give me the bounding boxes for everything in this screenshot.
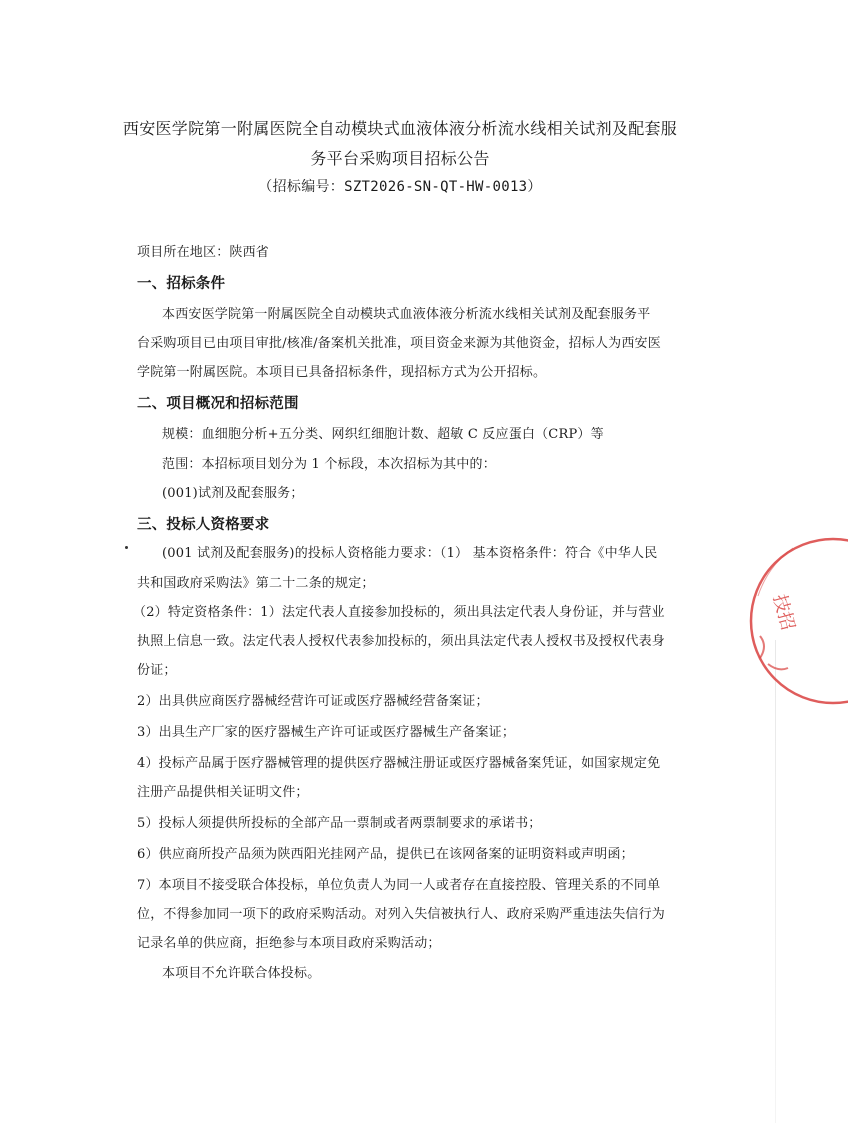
qualification-line: 4）投标产品属于医疗器械管理的提供医疗器械注册证或医疗器械备案凭证，如国家规定免 [137,756,661,771]
title-line-1: 西安医学院第一附属医院全自动模块式血液体液分析流水线相关试剂及配套服 [122,119,678,138]
qualification-line: 份证； [137,663,177,678]
joint-bid-note: 本项目不允许联合体投标。 [162,966,321,981]
section-2-heading: 二、项目概况和招标范围 [137,395,299,412]
qualification-line: 位，不得参加同一项下的政府采购活动。对列入失信被执行人、政府采购严重违法失信行为 [137,907,666,922]
stamp-text: 技招 [768,592,799,633]
scan-speck [125,546,128,549]
official-seal-stamp [738,536,848,706]
project-region: 项目所在地区：陕西省 [137,245,270,260]
qualification-line: 记录名单的供应商，拒绝参与本项目政府采购活动； [137,936,441,951]
qualification-line: 注册产品提供相关证明文件； [137,785,309,800]
qualification-line: （2）特定资格条件：1）法定代表人直接参加投标的，须出具法定代表人身份证，并与营业 [133,605,665,620]
qualification-line: 5）投标人须提供所投标的全部产品一票制或者两票制要求的承诺书； [137,816,542,831]
section-3-heading: 三、投标人资格要求 [137,516,270,533]
tender-number: （招标编号：SZT2026-SN-QT-HW-0013） [258,179,542,195]
page-fold-shadow [775,640,776,1123]
qualification-line: (001 试剂及配套服务)的投标人资格能力要求：（1） 基本资格条件：符合《中华人民 [162,546,658,561]
section-1-heading: 一、招标条件 [137,275,226,292]
qualification-line: 2）出具供应商医疗器械经营许可证或医疗器械经营备案证； [137,694,489,709]
project-lot: (001)试剂及配套服务； [162,486,304,501]
qualification-line: 7）本项目不接受联合体投标，单位负责人为同一人或者存在直接控股、管理关系的不同单 [137,878,661,893]
section-1-para-line: 学院第一附属医院。本项目已具备招标条件，现招标方式为公开招标。 [137,365,547,380]
project-scope: 范围：本招标项目划分为 1 个标段，本次招标为其中的： [162,457,496,472]
title-line-2: 务平台采购项目招标公告 [310,149,490,168]
qualification-line: 共和国政府采购法》第二十二条的规定； [137,576,375,591]
qualification-line: 执照上信息一致。法定代表人授权代表参加投标的，须出具法定代表人授权书及授权代表身 [137,634,666,649]
qualification-line: 6）供应商所投产品须为陕西阳光挂网产品，提供已在该网备案的证明资料或声明函； [137,847,634,862]
section-1-para-line: 本西安医学院第一附属医院全自动模块式血液体液分析流水线相关试剂及配套服务平 [162,307,651,322]
project-scale: 规模：血细胞分析+五分类、网织红细胞计数、超敏 C 反应蛋白（CRP）等 [162,427,604,442]
section-1-para-line: 台采购项目已由项目审批/核准/备案机关批准，项目资金来源为其他资金，招标人为西安医 [137,336,661,351]
qualification-line: 3）出具生产厂家的医疗器械生产许可证或医疗器械生产备案证； [137,725,516,740]
